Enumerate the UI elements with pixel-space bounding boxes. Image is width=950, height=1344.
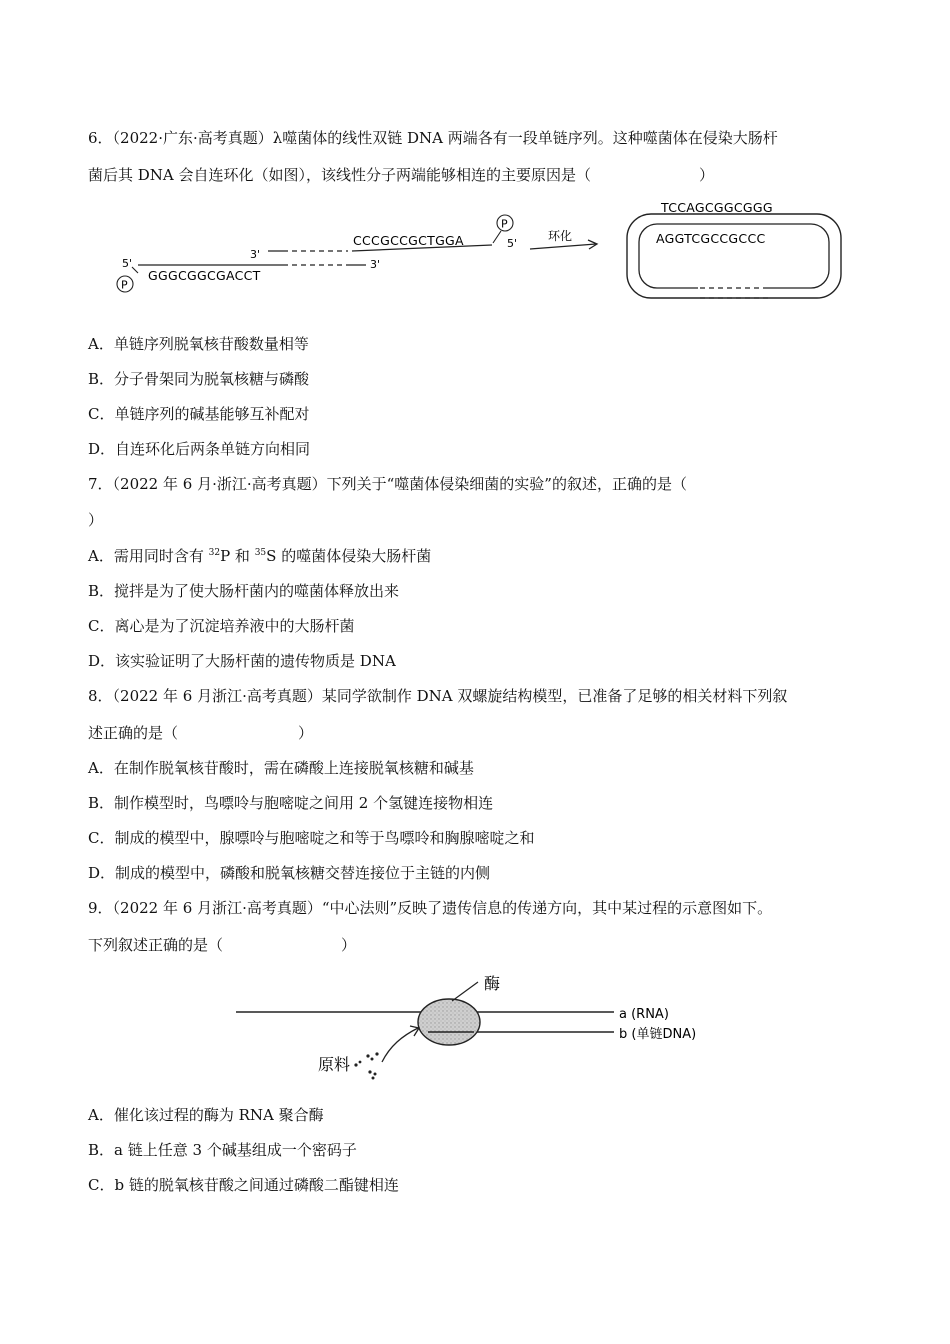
q8-option-d: D．制成的模型中，磷酸和脱氧核糖交替连接位于主链的内侧	[88, 864, 491, 882]
q6-ring-inner-seq: AGGTCGCCGCCC	[656, 231, 766, 246]
q6-option-c: C．单链序列的碱基能够互补配对	[88, 405, 310, 423]
q6-phosphate-bottom-label: P	[121, 278, 128, 292]
q6-answer-close: ）	[699, 166, 715, 184]
q8-option-c: C．制成的模型中，腺嘌呤与胞嘧啶之和等于鸟嘌呤和胸腺嘧啶之和	[88, 829, 535, 847]
q9-reverse-transcription-figure	[230, 966, 730, 1086]
q7-option-a	[88, 545, 431, 567]
q6-option-b: B．分子骨架同为脱氧核糖与磷酸	[88, 370, 310, 388]
q9-strand-a-label: a (RNA)	[619, 1007, 669, 1022]
q6-label-3prime-bottom: 3'	[370, 258, 381, 271]
q6-label-5prime-bottom: 5'	[122, 257, 133, 270]
q6-option-d: D．自连环化后两条单链方向相同	[88, 440, 311, 458]
q9-option-c: C．b 链的脱氧核苷酸之间通过磷酸二酯键相连	[88, 1176, 399, 1194]
q8-stem-text: 述正确的是（	[88, 724, 179, 742]
q7-option-b: B．搅拌是为了使大肠杆菌内的噬菌体释放出来	[88, 582, 400, 600]
q6-phosphate-top-link	[493, 231, 501, 243]
q6-stem-text: 菌后其 DNA 会自连环化（如图），该线性分子两端能够相连的主要原因是（	[88, 166, 592, 184]
q7-option-a-mid: P 和	[220, 547, 255, 565]
q6-arrow-label: 环化	[548, 229, 573, 243]
q6-ring-outer-seq: TCCAGCGGCGGG	[661, 200, 773, 215]
q9-stem-line2	[88, 934, 356, 956]
q8-stem-line1: 8．（2022 年 6 月浙江·高考真题）某同学欲制作 DNA 双螺旋结构模型，已准备了足够的相关材料下列叙	[88, 687, 788, 705]
q9-enzyme-pointer	[452, 982, 478, 1001]
q6-phosphate-top-label: P	[501, 217, 508, 231]
q6-label-5prime-top: 5'	[507, 237, 518, 250]
q9-enzyme-label: 酶	[484, 974, 501, 993]
q7-option-d: D．该实验证明了大肠杆菌的遗传物质是 DNA	[88, 652, 396, 670]
q8-option-a: A．在制作脱氧核苷酸时，需在磷酸上连接脱氧核糖和碱基	[88, 759, 474, 777]
q9-stem-text: 下列叙述正确的是（	[88, 936, 224, 954]
q6-bottom-strand-seq: GGGCGGCGACCT	[148, 268, 261, 283]
q9-material-arrow-icon	[382, 1028, 418, 1062]
q8-answer-close: ）	[298, 724, 314, 742]
q7-option-a-pre: A．需用同时含有	[88, 547, 209, 565]
q9-nucleotide-dots-icon	[354, 1052, 378, 1079]
q7-stem-line2: ）	[88, 511, 104, 529]
q6-cyclize-arrow-icon	[530, 244, 596, 249]
q8-option-b: B．制作模型时，鸟嘌呤与胞嘧啶之间用 2 个氢键连接物相连	[88, 794, 494, 812]
q6-dna-cyclization-figure	[108, 198, 848, 303]
q7-option-c: C．离心是为了沉淀培养液中的大肠杆菌	[88, 617, 355, 635]
q7-stem-line1: 7．（2022 年 6 月·浙江·高考真题）下列关于“噬菌体侵染细菌的实验”的叙述，正确的是（	[88, 475, 687, 493]
q9-answer-close: ）	[341, 936, 357, 954]
q6-option-a: A．单链序列脱氧核苷酸数量相等	[88, 335, 309, 353]
q6-label-3prime-top: 3'	[250, 248, 261, 261]
q8-stem-line2	[88, 722, 313, 744]
q9-option-a: A．催化该过程的酶为 RNA 聚合酶	[88, 1106, 324, 1124]
q9-strand-b-label: b (单链DNA)	[619, 1027, 697, 1042]
q9-enzyme-icon	[418, 999, 480, 1045]
q7-option-a-sup1: 32	[208, 548, 221, 558]
q6-stem-line2	[88, 164, 714, 186]
q7-option-a-post: S 的噬菌体侵染大肠杆菌	[266, 547, 432, 565]
q9-stem-line1: 9．（2022 年 6 月浙江·高考真题）“中心法则”反映了遗传信息的传递方向，其中某过程的示意图如下。	[88, 899, 773, 917]
q6-stem-line1: 6．（2022·广东·高考真题）λ噬菌体的线性双链 DNA 两端各有一段单链序列。这种噬菌体在侵染大肠杆	[88, 129, 778, 147]
q6-phosphate-bottom-link	[132, 267, 138, 273]
q9-option-b: B．a 链上任意 3 个碱基组成一个密码子	[88, 1141, 357, 1159]
q6-top-strand-seq: CCCGCCGCTGGA	[353, 233, 464, 248]
q7-option-a-sup2: 35	[254, 548, 267, 558]
q9-material-label: 原料	[318, 1055, 351, 1074]
